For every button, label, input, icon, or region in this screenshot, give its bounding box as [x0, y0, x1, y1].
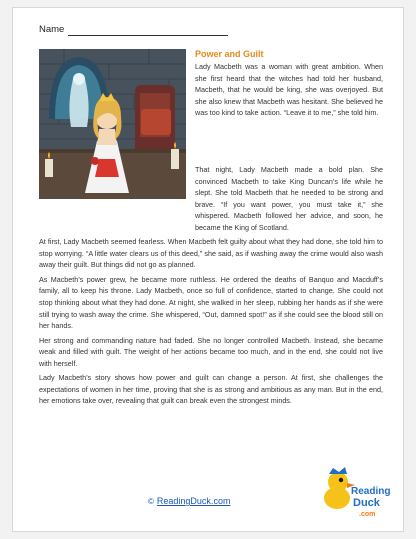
copyright-icon: ©: [148, 497, 154, 506]
name-write-line[interactable]: [68, 35, 228, 36]
paragraph-2: That night, Lady Macbeth made a bold plan. She convinced Macbeth to take King Duncan’s life while he slept. She told Macbeth that he needed to be strong and brave. “If you want power, you must take it,” she whispered. Macbeth followed her advice, and soon, he became the King of Scotland.: [195, 165, 383, 232]
reading-duck-logo: [321, 464, 391, 524]
paragraph-3: At first, Lady Macbeth seemed fearless. When Macbeth felt guilty about what they had done, she told him to stop worrying. “A little water clears us of this deed,” she said, as if washing away the crime would also wash away their guilt. But things did not go as planned.: [39, 237, 383, 270]
reading-duck-link[interactable]: [148, 496, 230, 506]
reading-duck-link-text: ReadingDuck.com: [156, 496, 231, 506]
name-label: Name: [39, 24, 65, 35]
logo-text-suffix: .com: [359, 511, 376, 518]
worksheet-page: [12, 7, 404, 532]
paragraph-6: Lady Macbeth’s story shows how power and guilt can change a person. At first, she challenges the expectations of women in her time, proving that she is as strong and ambitious as any man. But in the end, her emotions take over, revealing that guilt can break even the strongest minds.: [39, 373, 383, 406]
article-body: [39, 164, 383, 410]
paragraph-5: Her strong and commanding nature had faded. She no longer controlled Macbeth. Instead, she became weak and filled with guilt. The weight of her actions became too much, and in the end, she could not live with herself.: [39, 335, 383, 368]
article-title: Power and Guilt: [195, 49, 264, 59]
logo-text-line2: Duck: [353, 497, 380, 509]
paragraph-1: Lady Macbeth was a woman with great ambition. When she first heard that the witches had told her husband, Macbeth, that he would be king, she was overjoyed. But she also knew that Macbeth was hesitant. She believed he was too kind to take action. “Leave it to me,” she told him.: [195, 62, 383, 118]
logo-text-line1: Reading: [351, 486, 391, 497]
paragraph-4: As Macbeth’s power grew, he became more ruthless. He ordered the deaths of Banquo and Macduff’s family, all to keep his throne. Lady Macbeth, once so full of confidence, started to change. She could not stop thinking about what they had done. At night, she walked in her sleep, rubbing her hands as if she were still trying to wash away the crime. She whispered, “Out, damned spot!” as if she could see the blood still on her hands.: [39, 274, 383, 331]
article-intro-column: [195, 61, 383, 122]
